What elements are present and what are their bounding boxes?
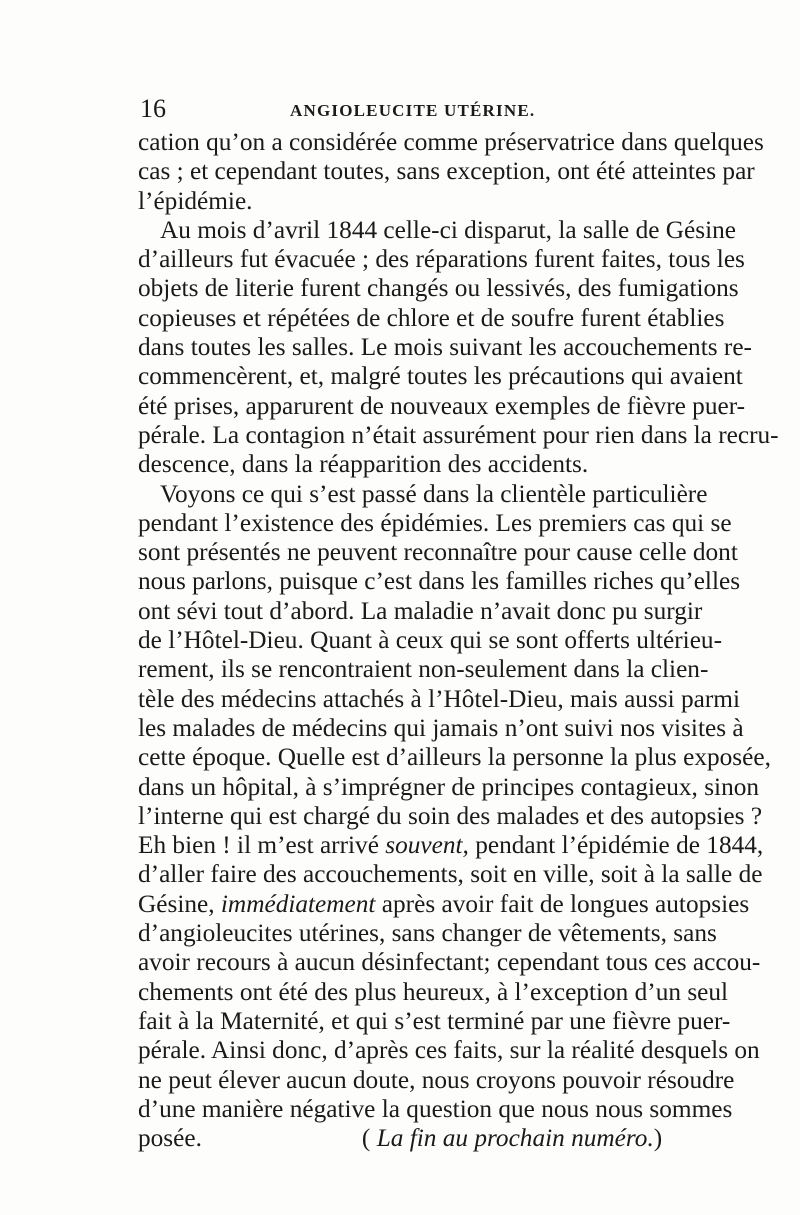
text-line: descence, dans la réapparition des accidents. bbox=[138, 450, 589, 479]
text-line: ont sévi tout d’abord. La maladie n’avait donc pu surgir bbox=[138, 596, 703, 625]
text-segment: Gésine, bbox=[138, 889, 221, 918]
text-line: d’ailleurs fut évacuée ; des réparations furent faites, tous les bbox=[138, 245, 745, 274]
emphasis-souvent: souvent, bbox=[385, 831, 469, 860]
text-line: rement, ils se rencontraient non-seulement dans la clien- bbox=[138, 655, 709, 684]
text-line-immediatement bbox=[138, 889, 750, 919]
running-head: ANGIOLEUCITE UTÉRINE. bbox=[290, 101, 536, 120]
continuation-text: La fin au prochain numéro. bbox=[376, 1124, 654, 1153]
text-line: cette époque. Quelle est d’ailleurs la personne la plus exposée, bbox=[138, 743, 771, 772]
text-line: tèle des médecins attachés à l’Hôtel-Dieu, mais aussi parmi bbox=[138, 684, 740, 713]
final-word: posée. bbox=[138, 1124, 202, 1153]
text-line-souvent bbox=[138, 831, 764, 860]
text-line: dans toutes les salles. Le mois suivant les accouchements re- bbox=[138, 333, 752, 362]
text-line: Voyons ce qui s’est passé dans la clientèle particulière bbox=[160, 479, 708, 508]
final-line bbox=[138, 1124, 666, 1153]
text-line: pérale. La contagion n’était assurément pour rien dans la recru- bbox=[138, 420, 779, 449]
text-line: chements ont été des plus heureux, à l’exception d’un seul bbox=[138, 977, 729, 1006]
text-line: fait à la Maternité, et qui s’est terminé par une fièvre puer- bbox=[138, 1006, 731, 1035]
text-line: Au mois d’avril 1844 celle-ci disparut, la salle de Gésine bbox=[160, 215, 737, 244]
text-line: de l’Hôtel-Dieu. Quant à ceux qui se sont offerts ultérieu- bbox=[138, 626, 722, 655]
text-segment: Eh bien ! il m’est arrivé bbox=[138, 831, 386, 860]
text-line: nous parlons, puisque c’est dans les familles riches qu’elles bbox=[138, 567, 741, 596]
open-paren: ( bbox=[361, 1124, 371, 1153]
page-header bbox=[140, 92, 660, 126]
emphasis-immediatement: immédiatement bbox=[220, 889, 376, 918]
text-segment: pendant l’épidémie de 1844, bbox=[468, 831, 764, 860]
text-line: d’aller faire des accouchements, soit en ville, soit à la salle de bbox=[138, 860, 763, 889]
text-line: pendant l’existence des épidémies. Les premiers cas qui se bbox=[138, 508, 732, 537]
text-line: cation qu’on a considérée comme préservatrice dans quelques bbox=[138, 128, 764, 156]
text-line: commencèrent, et, malgré toutes les précautions qui avaient bbox=[138, 362, 743, 391]
text-line: copieuses et répétées de chlore et de soufre furent établies bbox=[138, 303, 725, 332]
close-paren: ) bbox=[653, 1124, 663, 1153]
continuation-note bbox=[362, 1124, 662, 1153]
text-line: d’une manière négative la question que nous nous sommes bbox=[138, 1094, 733, 1123]
text-line: l’interne qui est chargé du soin des malades et des autopsies ? bbox=[138, 801, 763, 830]
text-line: été prises, apparurent de nouveaux exemples de fièvre puer- bbox=[138, 391, 746, 420]
text-line: cas ; et cependant toutes, sans exception, ont été atteintes par bbox=[138, 157, 755, 186]
text-line: dans un hôpital, à s’imprégner de principes contagieux, sinon bbox=[138, 772, 760, 801]
text-line: ne peut élever aucun doute, nous croyons pouvoir résoudre bbox=[138, 1065, 735, 1094]
text-line: sont présentés ne peuvent reconnaître pour cause celle dont bbox=[138, 538, 738, 567]
text-segment: après avoir fait de longues autopsies bbox=[375, 889, 750, 918]
text-line: objets de literie furent changés ou lessivés, des fumigations bbox=[138, 274, 739, 303]
text-line: les malades de médecins qui jamais n’ont suivi nos visites à bbox=[138, 713, 744, 742]
text-line: avoir recours à aucun désinfectant; cependant tous ces accou- bbox=[138, 948, 761, 977]
text-line: pérale. Ainsi donc, d’après ces faits, sur la réalité desquels on bbox=[138, 1036, 760, 1065]
body-text bbox=[138, 128, 779, 1153]
text-line: d’angioleucites utérines, sans changer de vêtements, sans bbox=[138, 919, 717, 948]
text-line: l’épidémie. bbox=[138, 186, 253, 215]
page-number: 16 bbox=[140, 94, 166, 123]
